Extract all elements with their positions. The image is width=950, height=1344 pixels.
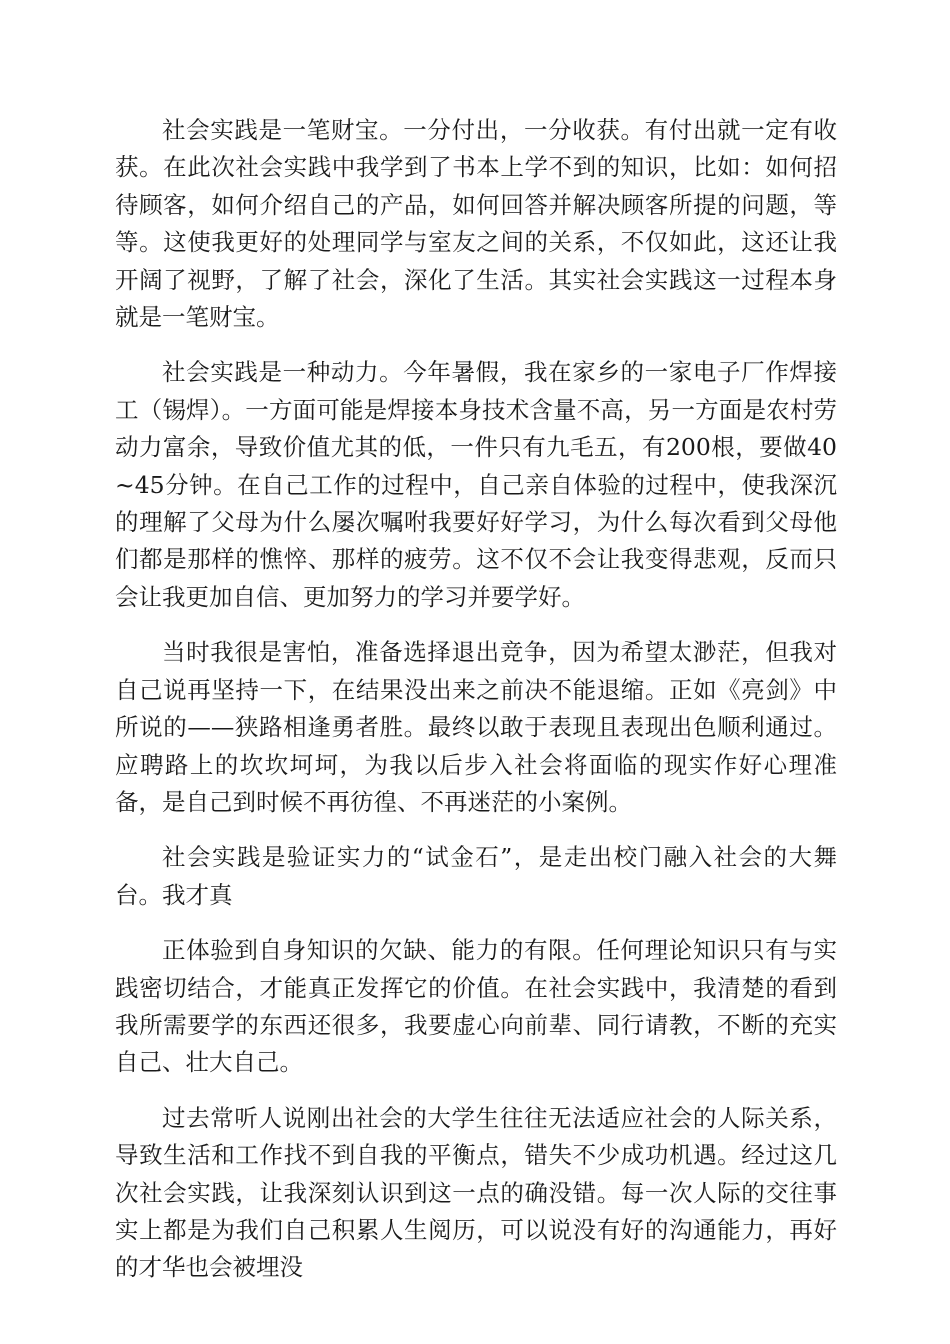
paragraph: 社会实践是验证实力的“试金石”，是走出校门融入社会的大舞台。我才真 (115, 843, 837, 909)
document-body (115, 112, 837, 1305)
paragraph: 社会实践是一笔财宝。一分付出，一分收获。有付出就一定有收获。在此次社会实践中我学到了书本上学不到的知识，比如：如何招待顾客，如何介绍自己的产品，如何回答并解决顾客所提的问题，等等。这使我更好的处理同学与室友之间的关系，不仅如此，这还让我开阔了视野，了解了社会，深化了生活。其实社会实践这一过程本身就是一笔财宝。 (115, 116, 837, 332)
paragraph: 正体验到自身知识的欠缺、能力的有限。任何理论知识只有与实践密切结合，才能真正发挥它的价值。在社会实践中，我清楚的看到我所需要学的东西还很多，我要虚心向前辈、同行请教，不断的充实自己、壮大自己。 (115, 936, 837, 1077)
paragraph: 当时我很是害怕，准备选择退出竞争，因为希望太渺茫，但我对自己说再坚持一下，在结果没出来之前决不能退缩。正如《亮剑》中所说的——狭路相逢勇者胜。最终以敢于表现且表现出色顺利通过。应聘路上的坎坎坷坷，为我以后步入社会将面临的现实作好心理准备，是自己到时候不再彷徨、不再迷茫的小案例。 (115, 638, 837, 816)
paragraph: 社会实践是一种动力。今年暑假，我在家乡的一家电子厂作焊接工（锡焊）。一方面可能是焊接本身技术含量不高，另一方面是农村劳动力富余，导致价值尤其的低，一件只有九毛五，有200根，要做40~45分钟。在自己工作的过程中，自己亲自体验的过程中，使我深沉的理解了父母为什么屡次嘱咐我要好好学习，为什么每次看到父母他们都是那样的憔悴、那样的疲劳。这不仅不会让我变得悲观，反而只会让我更加自信、更加努力的学习并要学好。 (115, 358, 837, 611)
paragraph: 过去常听人说刚出社会的大学生往往无法适应社会的人际关系，导致生活和工作找不到自我的平衡点，错失不少成功机遇。经过这几次社会实践，让我深刻认识到这一点的确没错。每一次人际的交往事实上都是为我们自己积累人生阅历，可以说没有好的沟通能力，再好的才华也会被埋没 (115, 1103, 837, 1282)
